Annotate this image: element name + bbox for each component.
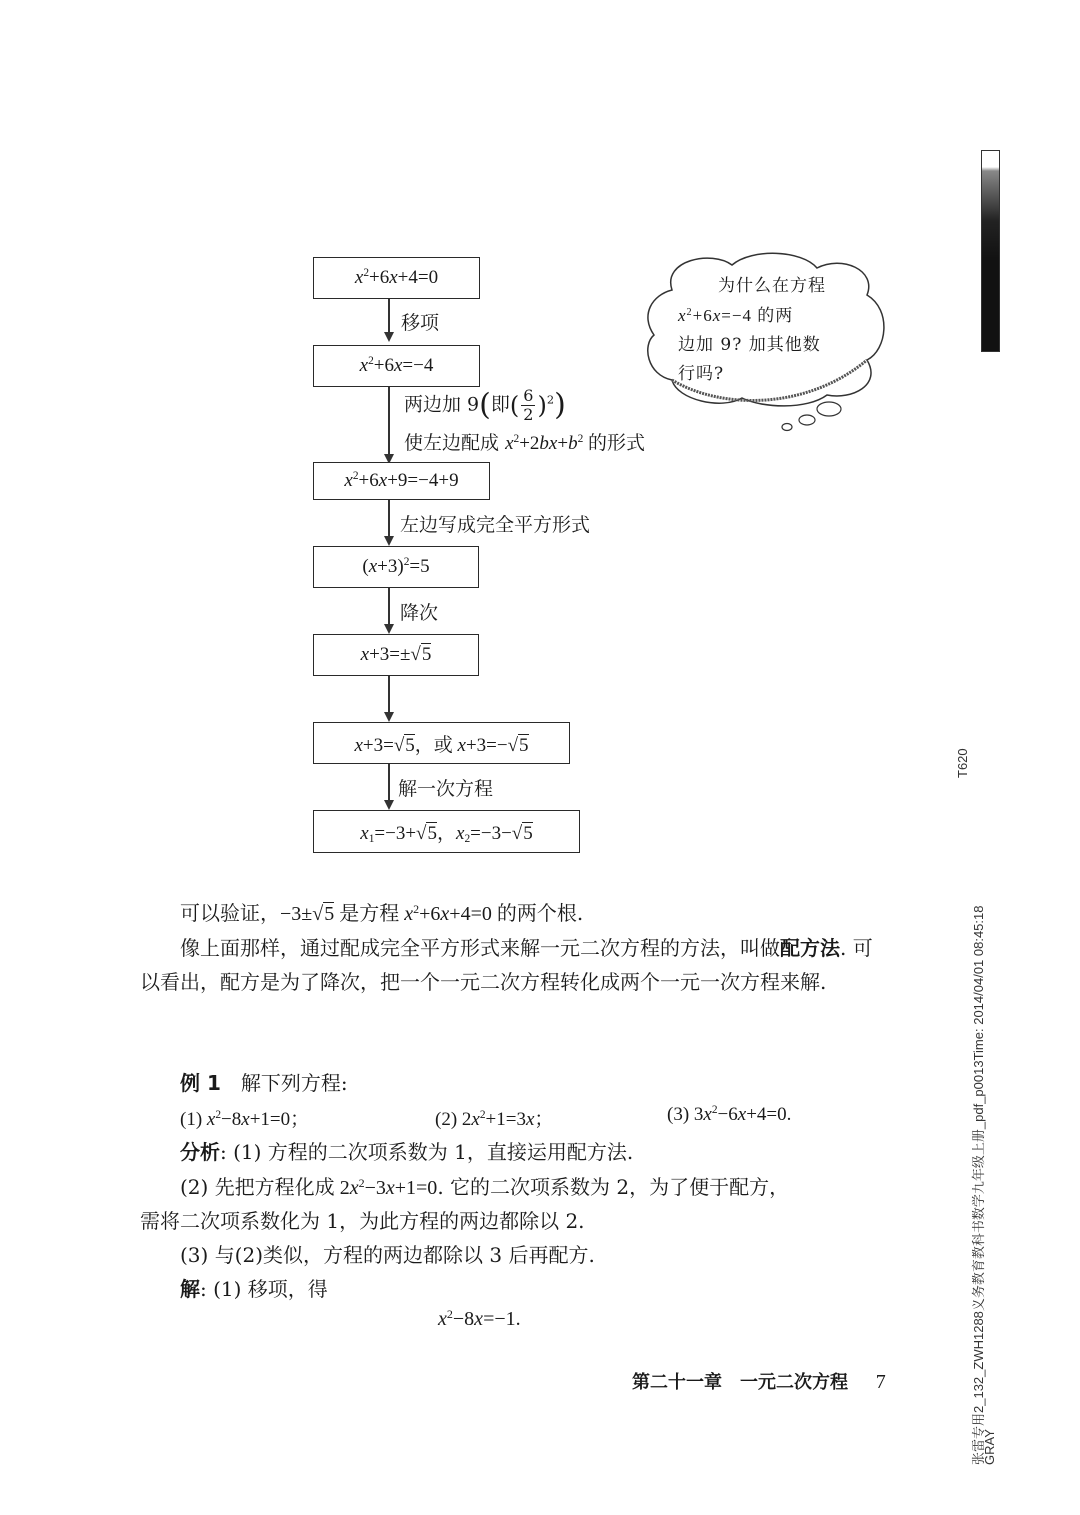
analysis-2-cont: 需将二次项系数化为 1，为此方程的两边都除以 2. [140, 1209, 585, 1233]
example-equation-1: (1) $x^2-8x+1=0$； [180, 1109, 310, 1130]
step-reduce-degree: 降次 [400, 602, 439, 624]
step-solve-linear: 解一次方程 [398, 778, 494, 800]
bubble-line-3: 边加 9? 加其他数 [678, 335, 821, 355]
term-completing-square: 配方法 [780, 936, 840, 960]
bubble-line-2: $x^2+6x=-4$ 的两 [678, 306, 794, 326]
arrow-down-icon [384, 624, 394, 634]
solution-1: 解: (1) 移项，得 [180, 1277, 328, 1301]
flow-box-6: x+3=√5，或 x+3=−√5 [313, 722, 570, 764]
bubble-line-4: 行吗? [678, 364, 725, 384]
flow-box-4: $(x+3)^2=5$ [313, 546, 479, 588]
arrow-down-icon [384, 712, 394, 722]
solution-equation: $x^2-8x=-1$. [438, 1306, 521, 1330]
grayscale-calibration-bar [981, 150, 1000, 352]
example-title: 例 1 解下列方程: [180, 1071, 348, 1095]
chapter-title: 第二十一章 一元二次方程 [632, 1372, 848, 1393]
analysis-1: 分析: (1) 方程的二次项系数为 1，直接运用配方法. [180, 1140, 634, 1164]
definition-paragraph: 像上面那样，通过配成完全平方形式来解一元二次方程的方法，叫做配方法. 可以看出，配方是为了降次，把一个一元二次方程转化成两个一元一次方程来解. [140, 936, 873, 994]
step-move-terms: 移项 [401, 312, 440, 334]
step-add-nine: 两边加 9(即( $\frac{6}{2}$ )$^2$) [404, 386, 566, 424]
arrow-down-icon [384, 800, 394, 810]
flow-box-5: x+3=±√5 [313, 634, 479, 676]
step-complete-form: 使左边配成 $x^2+2bx+b^2$ 的形式 [404, 432, 646, 454]
flow-box-7: $x_1=-3+√5$，$x_2=-3-√5$ [313, 810, 580, 853]
analysis-3: (3) 与(2)类似，方程的两边都除以 3 后再配方. [180, 1243, 595, 1267]
page-number: 7 [875, 1371, 886, 1393]
thought-bubble [642, 250, 882, 400]
example-equation-2: (2) $2x^2+1=3x$； [435, 1109, 554, 1130]
margin-color-mode: GRAY [982, 1429, 997, 1465]
page-footer [632, 1368, 886, 1394]
bubble-line-1: 为什么在方程 [718, 276, 826, 296]
arrow-down-icon [384, 332, 394, 342]
flow-box-3: $x^2+6x+9=-4+9$ [313, 462, 490, 500]
margin-code: T620 [955, 748, 970, 778]
flow-box-1: $x^2+6x+4=0$ [313, 257, 480, 299]
margin-scan-info: 张雷专用2_132_ZWH1288义务教育教科书数学九年级上册_pdf_p0013Time: 2014/04/01 08:45:18 [971, 905, 986, 1465]
flow-box-2: $x^2+6x=-4$ [313, 345, 480, 387]
arrow-down-icon [384, 536, 394, 546]
example-equation-3: (3) $3x^2-6x+4=0$. [667, 1104, 792, 1125]
verify-paragraph: 可以验证，−3±√5 是方程 $x^2+6x+4=0$ 的两个根. [180, 901, 584, 925]
analysis-2: (2) 先把方程化成 $2x^2-3x+1=0$. 它的二次项系数为 2，为了便于配方， [180, 1175, 790, 1199]
step-perfect-square: 左边写成完全平方形式 [400, 514, 591, 536]
